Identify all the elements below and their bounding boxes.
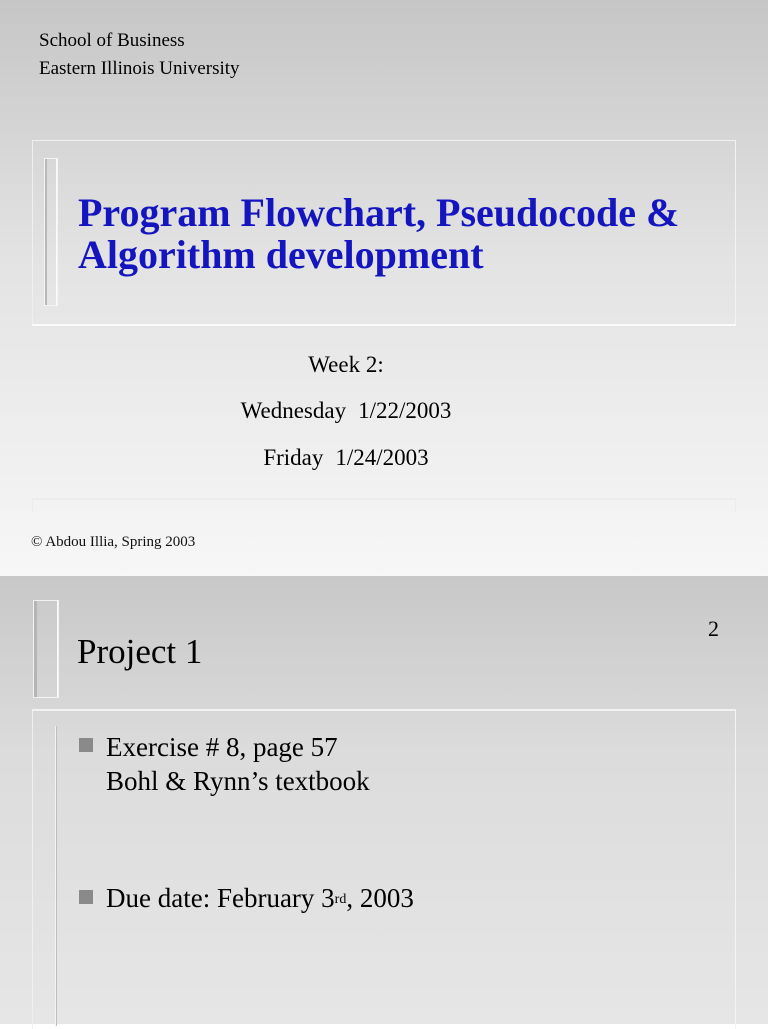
due-date-ordinal: rd xyxy=(334,892,347,907)
session-day: Friday xyxy=(263,445,324,470)
title-accent-bar xyxy=(44,158,58,306)
session-friday xyxy=(0,445,692,471)
bullet-line: Bohl & Rynn’s textbook xyxy=(106,766,370,796)
title-accent-bar xyxy=(33,600,59,698)
slide-title: Program Flowchart, Pseudocode & Algorithm development xyxy=(78,190,680,277)
page-number: 2 xyxy=(708,616,719,641)
due-date-prefix: Due date: February 3 xyxy=(106,883,335,913)
square-bullet-icon xyxy=(79,738,93,752)
square-bullet-icon xyxy=(79,890,93,904)
session-date: 1/22/2003 xyxy=(358,398,452,423)
slide-2 xyxy=(0,576,768,1024)
copyright-notice: © Abdou Illia, Spring 2003 xyxy=(31,534,196,550)
bullet-item-due-date xyxy=(106,881,414,915)
university-name: Eastern Illinois University xyxy=(39,58,240,79)
due-date-year: , 2003 xyxy=(346,883,414,913)
slide-title: Project 1 xyxy=(77,632,203,671)
bullet-line: Exercise # 8, page 57 xyxy=(106,732,338,762)
week-label: Week 2: xyxy=(308,352,384,377)
session-day: Wednesday xyxy=(240,398,347,423)
content-accent-rule xyxy=(55,726,59,1026)
footer-divider xyxy=(32,498,736,512)
school-name: School of Business xyxy=(39,30,185,51)
session-wednesday xyxy=(0,398,692,424)
bullet-item-exercise xyxy=(106,730,370,798)
session-date: 1/24/2003 xyxy=(335,445,429,470)
